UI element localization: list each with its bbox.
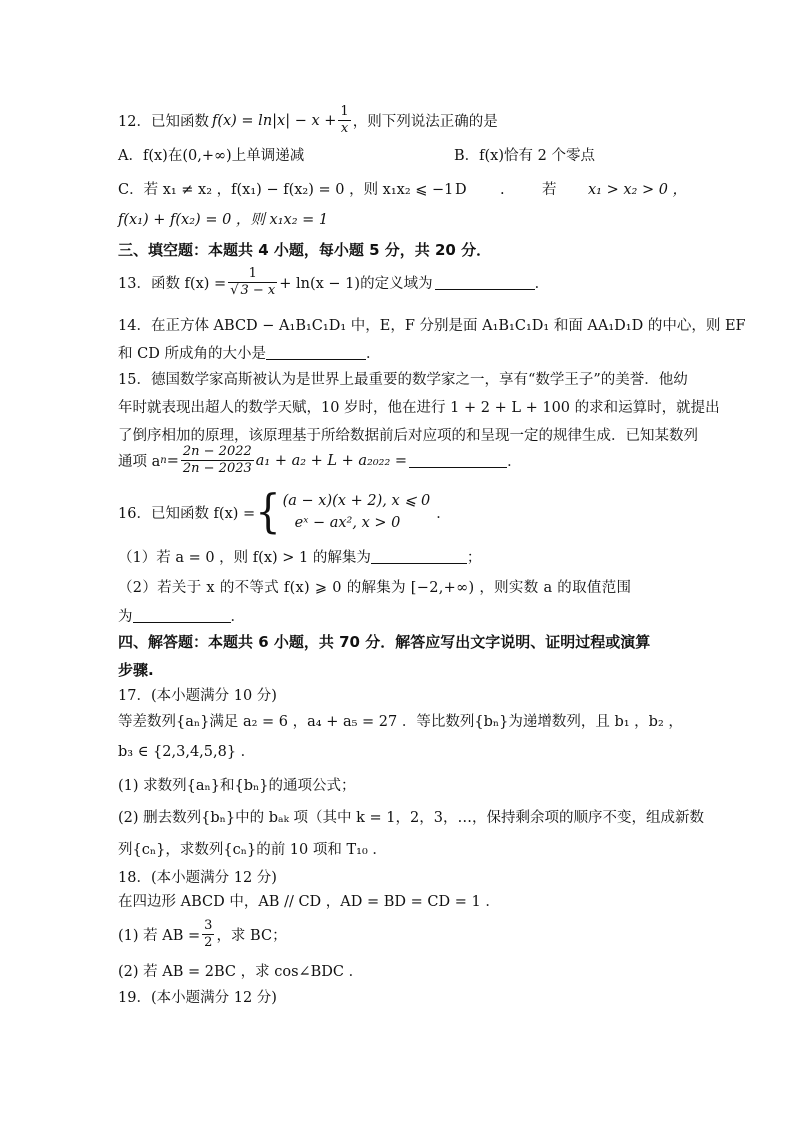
q15-line3: 了倒序相加的原理，该原理基于所给数据前后对应项的和呈现一定的规律生成．已知某数列 [118,428,698,444]
q12-number: 12．已知函数 [118,114,209,130]
section-solution-heading-line1: 四、解答题：本题共 6 小题，共 70 分．解答应写出文字说明、证明过程或演算 [118,633,651,651]
q16-cases [283,490,431,534]
q13-post: + ln(x − 1)的定义域为 [279,276,433,292]
q12-option-d-dot: . [500,182,505,198]
q18-line1: 在四边形 ABCD 中，AB // CD ，AD = BD = CD = 1 ． [118,894,500,910]
q16-part2-line2 [118,607,245,627]
q12-option-c: C．若 x₁ ≠ x₂ ，f(x₁) − f(x₂) = 0 ，则 x₁x₂ ⩽ −1 [118,182,454,198]
q13-fraction [228,266,277,299]
q16-part1-blank[interactable] [371,549,467,564]
q16-part1-end: ； [466,550,482,566]
q18-fraction [202,918,214,951]
q18-part2: (2) 若 AB = 2BC ，求 cos∠BDC ． [118,964,364,980]
q13-pre: 13．函数 f(x) = [118,276,227,292]
q15-line1: 15．德国数学家高斯被认为是世界上最重要的数学家之一，享有“数学王子”的美誉．他幼 [118,372,688,388]
q16-part2-blank[interactable] [133,608,231,623]
q18-heading: 18．(本小题满分 12 分) [118,870,277,886]
q12-option-d-line2: f(x₁) + f(x₂) = 0 ，则 x₁x₂ = 1 [118,212,329,228]
q16-brace: { [255,485,281,539]
q12-frac-num: 1 [340,104,349,119]
q15-line4-eq: = [166,452,179,469]
q12-option-d-cond: x₁ > x₂ > 0 ， [588,182,688,198]
q14-answer-blank[interactable] [266,345,366,360]
q16-end: ． [436,505,451,522]
q14-line2-end: ． [365,346,381,362]
q16-part2-pre: 为 [118,609,133,625]
q17-part1: (1) 求数列{aₙ}和{bₙ}的通项公式； [118,778,356,794]
q16-stem [118,485,451,539]
q15-line2: 年时就表现出超人的数学天赋，10 岁时，他在进行 1 + 2 + L + 100 的求和运算时，就提出 [118,400,720,416]
q15-fraction [181,444,254,477]
q18-part1 [118,918,287,951]
q15-line4 [118,444,522,477]
q14-line2-text: 和 CD 所成角的大小是 [118,346,266,362]
q13-end: ． [534,276,550,292]
q15-line4-sum: a₁ + a₂ + L + a₂₀₂₂ = [255,452,408,469]
q15-line4-pre: 通项 a [118,454,161,470]
q12-tail: ，则下列说法正确的是 [352,114,498,130]
q16-part2-end: ． [230,609,245,625]
q17-line2: b₃ ∈ {2,3,4,5,8} ． [118,744,256,760]
q17-part2-line1: (2) 删去数列{bₙ}中的 bₐₖ 项（其中 k = 1，2，3，…，保持剩余项的顺序不变，组成新数 [118,810,704,826]
q12-fraction [338,104,350,137]
q16-part1 [118,548,481,568]
q16-case1: (a − x)(x + 2), x ⩽ 0 [282,493,431,509]
q12-option-d-ruo: 若 [542,182,557,198]
q13-sqrt-radicand: 3 − x [240,283,276,298]
q16-pre: 16．已知函数 f(x) = [118,505,256,522]
q12-stem [118,104,498,137]
q16-part2-line1: （2）若关于 x 的不等式 f(x) ⩾ 0 的解集为 [−2,+∞) ，则实数 a 的取值范围 [118,580,632,596]
q15-frac-num: 2n − 2022 [182,444,252,459]
q15-frac-den: 2n − 2023 [182,461,252,476]
q18-part1-post: ，求 BC； [216,928,287,944]
q14-line1: 14．在正方体 ABCD − A₁B₁C₁D₁ 中，E，F 分别是面 A₁B₁C₁D₁ 和面 AA₁D₁D 的中心，则 EF [118,318,746,334]
q19-heading: 19．(本小题满分 12 分) [118,990,277,1006]
q13-frac-den: √ 3 − x [230,283,276,298]
q16-part1-text: （1）若 a = 0 ，则 f(x) > 1 的解集为 [118,550,371,566]
section-solution-heading-line2: 步骤. [118,661,154,679]
q15-line4-end: ． [507,454,522,470]
q17-line1: 等差数列{aₙ}满足 a₂ = 6 ，a₄ + a₅ = 27 ．等比数列{bₙ}为递增数列，且 b₁ ，b₂ ， [118,714,683,730]
q18-frac-den: 2 [204,935,213,950]
q17-heading: 17．(本小题满分 10 分) [118,688,277,704]
q18-frac-num: 3 [204,918,213,933]
q16-case2: eˣ − ax², x > 0 [294,515,401,531]
q15-answer-blank[interactable] [409,453,507,468]
q12-option-d-label: D [455,182,467,198]
q12-frac-den: x [340,121,349,136]
q14-line2 [118,344,380,364]
q15-line4-sub: n [160,455,167,466]
q12-function: f(x) = ln|x| − x + [211,112,337,129]
q12-option-b: B．f(x)恰有 2 个零点 [454,148,595,164]
q17-part2-line2: 列{cₙ}，求数列{cₙ}的前 10 项和 T₁₀ ． [118,842,387,858]
q13 [118,266,549,299]
q18-part1-pre: (1) 若 AB = [118,928,201,944]
q12-option-a: A．f(x)在(0,+∞)上单调递减 [118,148,305,164]
q13-answer-blank[interactable] [435,275,535,290]
section-fill-in-heading: 三、填空题：本题共 4 小题，每小题 5 分，共 20 分． [118,241,492,259]
q13-frac-num: 1 [228,266,277,283]
